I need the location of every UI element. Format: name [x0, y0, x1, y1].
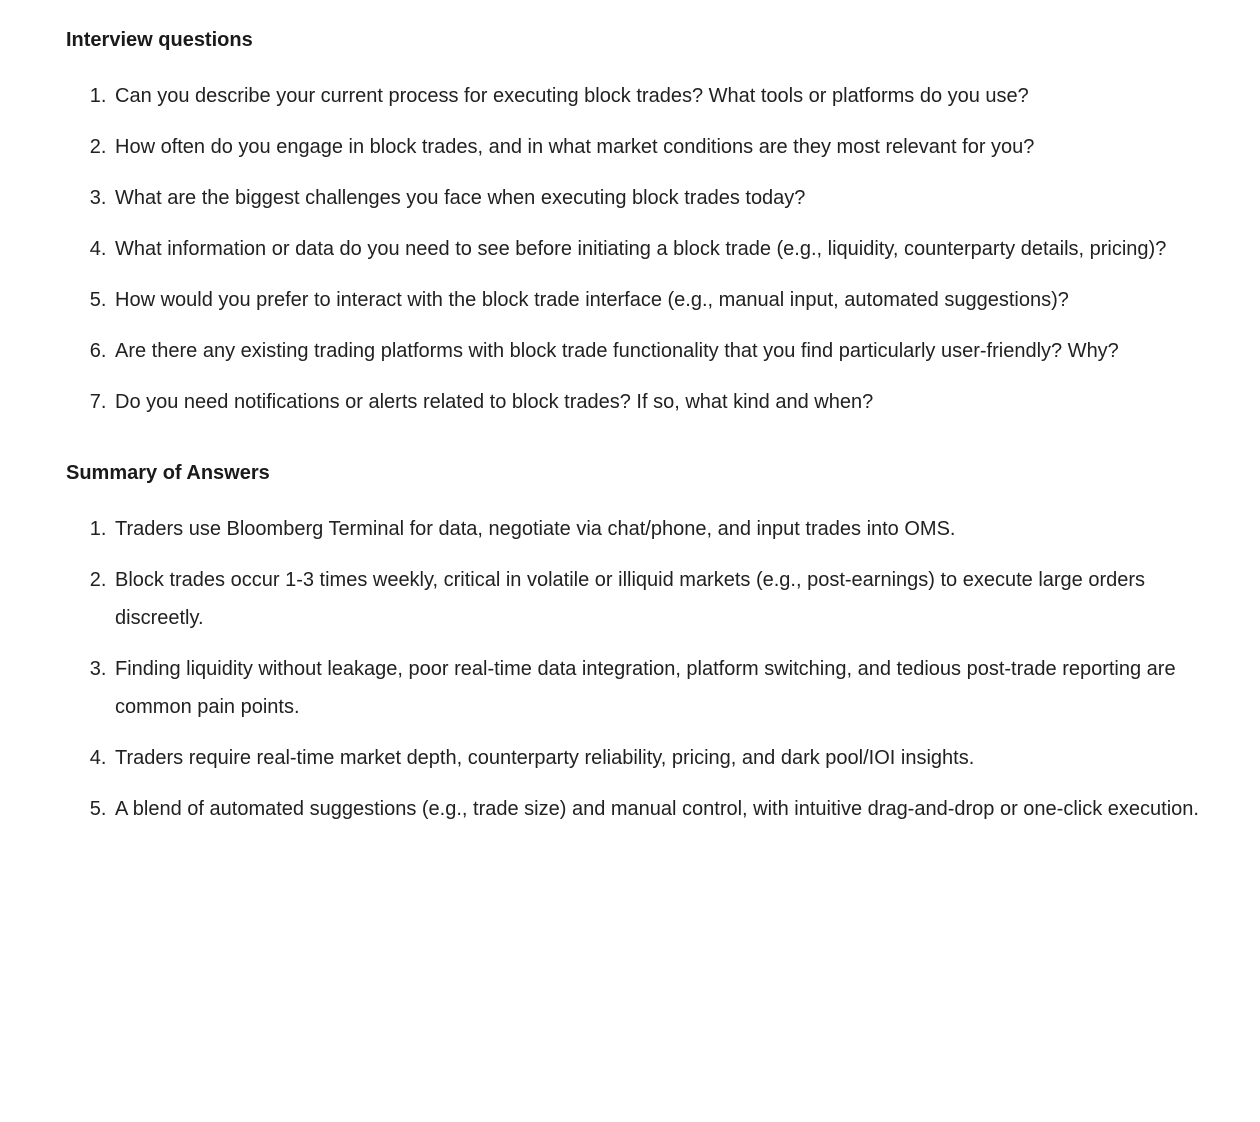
interview-question-item: 3. What are the biggest challenges you face when executing block trades today? — [112, 179, 1204, 217]
summary-of-answers-heading: Summary of Answers — [66, 462, 270, 484]
summary-answer-item: 2. Block trades occur 1-3 times weekly, critical in volatile or illiquid markets (e.g., post-earnings) to execute large orders discreetly. — [112, 561, 1204, 637]
interview-question-item: 7. Do you need notifications or alerts related to block trades? If so, what kind and when? — [112, 383, 1204, 421]
interview-question-item: 5. How would you prefer to interact with the block trade interface (e.g., manual input, automated suggestions)? — [112, 281, 1204, 319]
interview-question-item: 6. Are there any existing trading platforms with block trade functionality that you find particularly user-friendly? Why? — [112, 332, 1204, 370]
interview-questions-heading: Interview questions — [66, 29, 253, 51]
interview-question-item: 4. What information or data do you need to see before initiating a block trade (e.g., liquidity, counterparty details, pricing)? — [112, 230, 1204, 268]
summary-answer-item: 3. Finding liquidity without leakage, poor real-time data integration, platform switching, and tedious post-trade reporting are common pain points. — [112, 650, 1204, 726]
summary-answer-item: 1. Traders use Bloomberg Terminal for data, negotiate via chat/phone, and input trades into OMS. — [112, 510, 1204, 548]
interview-question-item: 1. Can you describe your current process for executing block trades? What tools or platforms do you use? — [112, 77, 1204, 115]
interview-questions-list — [66, 77, 1204, 421]
summary-answers-list — [66, 510, 1204, 828]
interview-question-item: 2. How often do you engage in block trades, and in what market conditions are they most relevant for you? — [112, 128, 1204, 166]
summary-answer-item: 5. A blend of automated suggestions (e.g., trade size) and manual control, with intuitive drag-and-drop or one-click execution. — [112, 790, 1204, 828]
summary-answer-item: 4. Traders require real-time market depth, counterparty reliability, pricing, and dark pool/IOI insights. — [112, 739, 1204, 777]
